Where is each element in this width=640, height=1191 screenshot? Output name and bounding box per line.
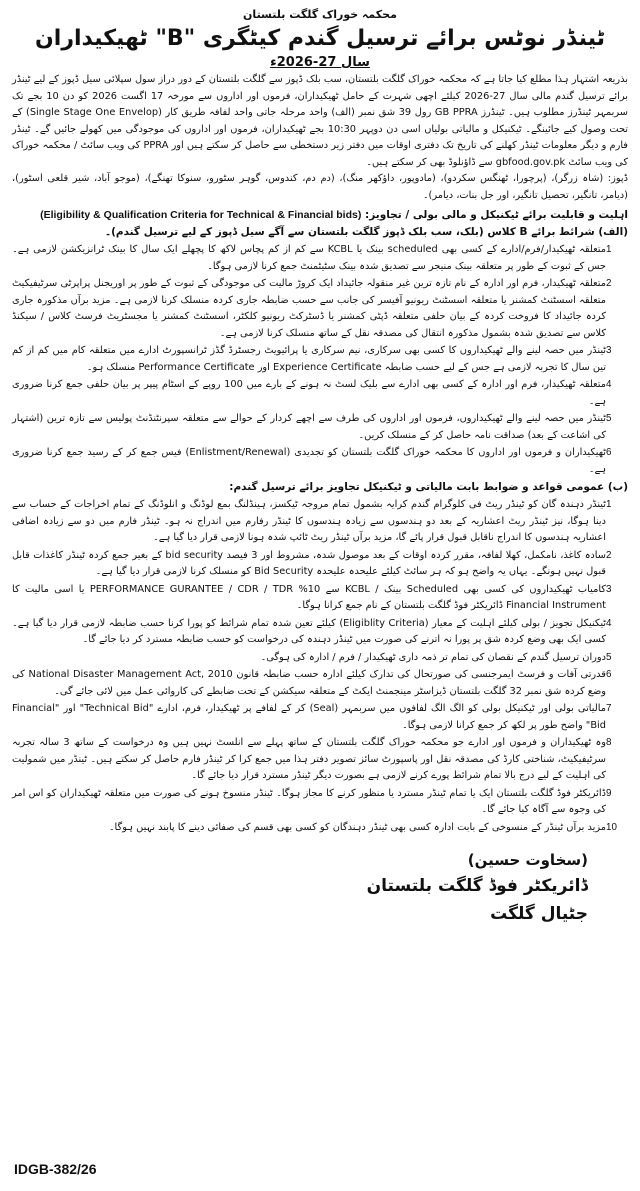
list-item xyxy=(12,582,628,615)
list-item xyxy=(12,445,628,478)
eligibility-heading xyxy=(12,207,628,224)
item-number: 4 xyxy=(606,617,612,629)
item-text: متعلقہ ٹھیکیدار/فرم/ادارے کے کسی بھی scheduled بینک یا KCBL سے کم از کم پچاس لاکھ کا پچھلے ایک سال کا بینک ٹرانزیکشن لازمی ہے۔ جس کے ثبوت کے طور پر متعلقہ بینک منیجر سے تصدیق شدہ بینک سٹیٹمنٹ جمع کرنا لازمی ہوگا۔ xyxy=(12,244,606,272)
item-number: 6 xyxy=(606,447,612,458)
item-text: سادہ کاغذ، نامکمل، کھلا لفافہ، مقرر کردہ اوقات کے بعد موصول شدہ، مشروط اور 3 فیصد bid security کے بغیر جمع کردہ ٹینڈر کاغذات قابل قبول نہیں ہونگے۔ یہاں یہ واضح ہو کہ ہر سائٹ کیلئے علیحدہ علیحدہ Bid Security کو منسلک کرنا لازمی قرار دیا گیا ہے۔ xyxy=(12,549,606,577)
reference-number: IDGB-382/26 xyxy=(14,1161,97,1177)
list-item xyxy=(12,735,628,785)
fiscal-year: سال 27-2026ء xyxy=(270,55,370,70)
intro-paragraph: بذریعہ اشتہار ہذا مطلع کیا جاتا ہے کہ محکمہ خوراک گلگت بلتستان، سب بلک ڈپوز سے گلگت بلتستان کے دور دراز سول سپلائی سیل ڈپوز کے لیے ٹینڈر برائے ترسیل گندم مالی سال 27-2026 کیلئے اچھی شہرت کے حامل ٹھیکیداران، فرموں اور اداروں سے مورخہ 17 اگست 2026 کو دن 10 بجے تک سربمہر ٹینڈرز مطلوب ہیں۔ ٹینڈرز GB PPRA رول 39 شق نمبر (الف) واحد مرحلہ جاتی واحد لفافہ طریق کار (Single Stage One Envelop) کے تحت وصول کیے جائینگے۔ ٹیکنیکل و مالیاتی بولیاں اسی دن دوپہر 10:30 بجے ٹھیکیداران، فرموں اور اداروں کی موجودگی میں کھولے جائیں گے۔ ٹینڈر فارم و دیگر معلومات ٹینڈر کھلنے کی تاریخ تک دفتری اوقات میں دفتر زیر دستخطی سے حاصل کر سکتے ہیں اور PPRA کی ویب سائٹ / محکمہ خوراک کی ویب سائٹ gbfood.gov.pk سے ڈاؤنلوڈ بھی کر سکتے ہیں۔ xyxy=(12,74,629,168)
list-item xyxy=(12,667,628,700)
list-item xyxy=(12,242,628,275)
item-number: 3 xyxy=(606,345,612,356)
item-text: مزید برآں ٹینڈر کے منسوخی کے بابت ادارہ کسی بھی ٹینڈر دہندگان کو کسی بھی قسم کی صفائی دینے کا پابند نہیں ہوگا۔ xyxy=(108,821,606,833)
item-text: متعلقہ ٹھیکیدار، فرم اور ادارہ کے کسی بھی ادارے سے بلیک لسٹ نہ ہونے کے بارے میں 100 روپے کے اسٹام پیپر پر بیان حلفی جمع کرنا ضروری ہے۔ xyxy=(12,379,606,407)
item-text: وہ ٹھیکیداران و فرموں اور ادارے جو محکمہ خوراک گلگت بلتستان کے ساتھ پہلے سے انلسٹ نہیں ہیں وہ درخواست کے ساتھ 3 سالہ تجربہ سرٹیفیکیٹ، شناختی کارڈ کی مصدقہ نقل اور پاسپورٹ سائز تصویر دفتر ہذا میں جمع کرا کر ٹینڈر فارم حاصل کر سکتے ہیں۔ ٹینڈر میں شمولیت کی اہلیت کے لیے درج بالا تمام شرائط پورے کرنے لازمی ہے بصورت دیگر ٹینڈر مسترد قرار دیا جائے گا۔ xyxy=(12,737,606,781)
item-text: ٹیکنیکل تجویز / بولی کیلئے اہلیت کے معیار (Eligiblity Criteria) کیلئے تعین شدہ تمام شرائط کو پورا کرنا حسب ضابطہ لازمی قرار دیا گیا ہے۔ کسی ایک بھی وضع کردہ شق پر پورا نہ اترنے کی صورت میں ٹینڈر دہندہ کی درخواست کو حسب ضابطہ مسترد کر دیا جائے گا۔ xyxy=(12,617,607,645)
eligibility-heading-ur: اہلیت و قابلیت برائے ٹیکنیکل و مالی بولی / تجاویز: xyxy=(365,209,628,221)
section-a-title: شرائط برائے B کلاس (بلک، سب بلک ڈپوز گلگت بلتستان سے آگے سیل ڈپوز کے لیے ترسیل گندم)۔ xyxy=(104,226,595,238)
list-item xyxy=(12,650,628,667)
section-b-list xyxy=(12,497,628,836)
item-text: کامیاب ٹھیکیداروں کی کسی بھی Scheduled بینک / KCBL سے 10% PERFORMANCE GURANTEE / CDR / TDR یا اسی مالیت کا Financial Instrument ڈائریکٹر فوڈ گلگت بلتستان کے نام جمع کرانا ہوگا۔ xyxy=(12,583,606,611)
notice-title: ٹینڈر نوٹس برائے ترسیل گندم کیٹگری "B" ٹھیکیداران xyxy=(35,26,605,51)
section-a-heading xyxy=(12,224,628,241)
item-number: 3 xyxy=(606,583,612,595)
depots-list: ڈپوز: (شاہ زرگر)، (پرچورا، ٹھنگس سکردو)، (مادوپور، داؤکھر منگ)، (دم دم، کندوس، گوہر سٹورو، سنوکا تھنگے)، (موجو آباد، شیر قلعی اسٹور)، (دیامر، تانگیر، تحصیل تانگیر، اور جل بنات، دیامر)۔ xyxy=(12,173,628,201)
item-number: 6 xyxy=(606,669,612,680)
list-item xyxy=(12,701,628,734)
list-item xyxy=(12,343,628,376)
item-text: دوران ترسیل گندم کے نقصان کی تمام تر ذمہ داری ٹھیکیدار / فرم / ادارہ کی ہوگی۔ xyxy=(260,651,606,663)
section-b-title: عمومی قواعد و ضوابط بابت مالیاتی و ٹیکنیکل تجاویز برائے ترسیل گندم: xyxy=(229,481,605,493)
list-item xyxy=(12,411,628,444)
list-item xyxy=(12,548,628,581)
signatory-name: (سخاوت حسین) xyxy=(467,851,588,869)
signatory-place: جٹیال گلگت xyxy=(490,904,588,924)
item-text: ٹینڈر میں حصہ لینے والے ٹھیکیداروں کا کسی بھی سرکاری، نیم سرکاری یا پرائیویٹ رجسٹرڈ گڈز ٹرانسپورٹ ادارے میں متعلقہ کام میں کم از کم تین سال کا تجربہ لازمی ہے جس کے لیے حسب ضابطہ Experience Certificate اور Performance Certificate منسلک ہو۔ xyxy=(12,345,606,373)
item-text: متعلقہ ٹھیکیدار، فرم اور ادارہ کے نام تازہ ترین غیر منقولہ جائیداد ایک کروڑ مالیت کی موجودگی کے ثبوت کے طور پر اوریجنل پراپرٹی سرٹیفیکیٹ متعلقہ اسسٹنٹ کمشنر یا متعلقہ اسسٹنٹ ریونیو آفیسر کی جانب سے حسب ضابطہ جاری کردہ منسلک کرنا لازمی ہے۔ مزید برآں مذکورہ جاری کردہ جائیداد کا فروخت کردہ کے بیان حلفی متعلقہ ڈپٹی کمشنر یا ڈسٹرکٹ ریونیو کلکٹر، اسسٹنٹ کمشنر یا مجسٹریٹ فرسٹ کلاس / سیکنڈ کلاس سے تصدیق شدہ بشمول مذکورہ انتقال کی مصدقہ نقل کے ساتھ منسلک کرنا لازمی ہے۔ xyxy=(12,278,606,339)
list-item xyxy=(12,377,628,410)
list-item xyxy=(12,786,628,819)
item-number: 1 xyxy=(606,499,612,510)
item-number: 2 xyxy=(606,549,612,561)
signatory-role: ڈائریکٹر فوڈ گلگت بلتستان xyxy=(366,876,588,896)
list-item xyxy=(12,276,628,342)
item-number: 2 xyxy=(606,278,612,289)
item-number: 5 xyxy=(606,413,612,424)
item-text: ٹینڈر دہندہ گان کو ٹینڈر ریٹ فی کلوگرام گندم کرایہ بشمول تمام مروجہ ٹیکسز، ہینڈلنگ بمع لوڈنگ و انلوڈنگ کے تمام اخراجات کے حساب سے دینا ہوگا، نیز ٹینڈر ریٹ اعشاریہ کے بعد دو ہندسوں سے زیادہ ہندسوں کا ٹینڈر رفارم میں اندراج نہ ہو۔ ٹینڈر فارم میں دو سے زیادہ اضافی اعشاریہ ہندسوں کا اندراج ناقابل قبول قرار پائے گا، مزید برآں ٹینڈر ریٹ ٹائپ شدہ ہونا لازمی قرار دیا گیا ہے۔ xyxy=(12,499,606,543)
section-a-label: (الف) xyxy=(598,226,628,238)
item-text: ٹھیکیداران و فرموں اور اداروں کا محکمہ خوراک گلگت بلتستان کو تجدیدی (Enlistment/Renewal) فیس جمع کر کے رسید جمع کرنا ضروری ہے۔ xyxy=(12,447,606,475)
eligibility-heading-en: (Eligibility & Qualification Criteria for Technical & Financial bids) xyxy=(40,209,362,221)
item-number: 1 xyxy=(606,244,612,255)
item-text: ٹینڈر میں حصہ لینے والے ٹھیکیداروں، فرموں اور اداروں کی طرف سے اچھے کردار کے حوالے سے متعلقہ سپرنٹنڈنٹ پولیس سے تازہ ترین (اشتہار کی اشاعت کے بعد) صداقت نامہ حاصل کر کے منسلک کریں۔ xyxy=(12,413,606,441)
item-number: 10 xyxy=(606,821,617,833)
list-item xyxy=(12,616,628,649)
item-number: 5 xyxy=(606,651,612,663)
list-item xyxy=(12,820,628,837)
item-text: قدرتی آفات و فرسٹ ایمرجنسی کی صورتحال کی تدارک کیلئے ادارہ حسب ضابطہ قانون National Disaster Management Act, 2010 کی وضع کردہ شق نمبر 32 گلگت بلتستان ڈیزاسٹر مینجمنٹ ایکٹ کے متعلقہ سیکشن کے تحت ضابطے کی کاروائی عمل میں لائی جائے گی۔ xyxy=(12,669,606,697)
department-name: محکمہ خوراک گلگت بلتستان xyxy=(243,8,397,21)
item-number: 9 xyxy=(606,787,612,799)
section-a-list xyxy=(12,242,628,478)
item-number: 8 xyxy=(606,737,612,748)
item-text: ڈائریکٹر فوڈ گلگت بلتستان ایک یا تمام ٹینڈر مسترد یا منظور کرنے کا مجاز ہوگا۔ ٹینڈر منسوخ ہونے کی صورت میں متعلقہ ٹھیکیداران کو اس امر کی وجوہ سے آگاہ کیا جائے گا۔ xyxy=(12,787,606,815)
signature-block xyxy=(12,848,628,928)
item-number: 4 xyxy=(606,379,612,390)
item-text: مالیاتی بولی اور ٹیکنیکل بولی کو الگ الگ لفافوں میں سربمہر (Seal) کر کے لفافے پر ٹھیکیدار، فرم، ادارے "Technical Bid" اور "Financial Bid" واضح طور پر لکھ کر جمع کرانا لازمی ہوگا۔ xyxy=(12,703,606,731)
section-b-heading xyxy=(12,479,628,496)
list-item xyxy=(12,497,628,547)
item-number: 7 xyxy=(606,703,612,714)
section-b-label: (ب) xyxy=(607,481,628,493)
